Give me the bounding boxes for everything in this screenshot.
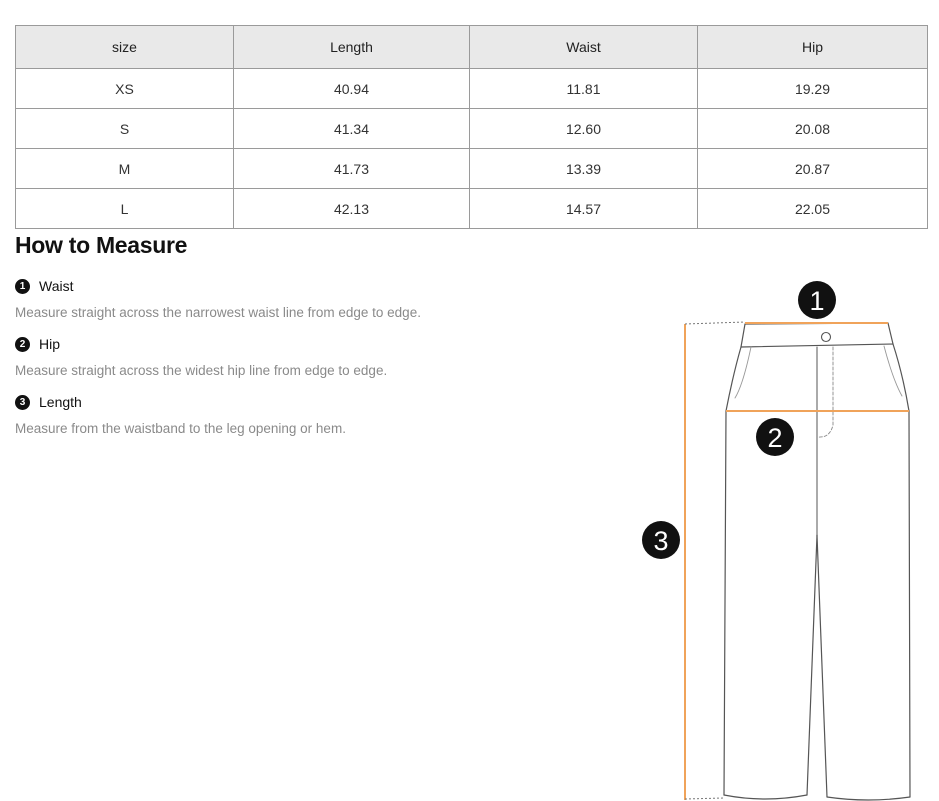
button-icon bbox=[822, 333, 831, 342]
cell-hip: 19.29 bbox=[698, 69, 928, 109]
header-length: Length bbox=[234, 26, 470, 69]
measure-item-waist bbox=[15, 276, 421, 320]
marker-2-icon bbox=[756, 418, 794, 456]
svg-text:2: 2 bbox=[767, 423, 783, 453]
cell-hip: 22.05 bbox=[698, 189, 928, 229]
number-three-icon: 3 bbox=[15, 395, 30, 410]
measure-label: Length bbox=[39, 394, 82, 410]
header-size: size bbox=[16, 26, 234, 69]
number-one-icon: 1 bbox=[15, 279, 30, 294]
measure-description: Measure straight across the narrowest waist line from edge to edge. bbox=[15, 305, 421, 320]
cell-length: 40.94 bbox=[234, 69, 470, 109]
size-chart-table bbox=[15, 25, 928, 229]
measure-description: Measure from the waistband to the leg opening or hem. bbox=[15, 421, 346, 436]
number-two-icon: 2 bbox=[15, 337, 30, 352]
marker-1-icon bbox=[798, 281, 836, 319]
pants-outline-icon bbox=[636, 280, 936, 801]
svg-text:3: 3 bbox=[653, 526, 669, 556]
cell-size: S bbox=[16, 109, 234, 149]
header-hip: Hip bbox=[698, 26, 928, 69]
cell-length: 41.34 bbox=[234, 109, 470, 149]
svg-text:1: 1 bbox=[809, 286, 825, 316]
header-waist: Waist bbox=[470, 26, 698, 69]
cell-size: L bbox=[16, 189, 234, 229]
table-row bbox=[16, 69, 928, 109]
table-row bbox=[16, 189, 928, 229]
cell-size: M bbox=[16, 149, 234, 189]
marker-3-icon bbox=[642, 521, 680, 559]
how-to-measure-title: How to Measure bbox=[15, 232, 188, 258]
measure-label: Waist bbox=[39, 278, 74, 294]
cell-waist: 13.39 bbox=[470, 149, 698, 189]
cell-length: 42.13 bbox=[234, 189, 470, 229]
cell-waist: 14.57 bbox=[470, 189, 698, 229]
table-header-row bbox=[16, 26, 928, 69]
measure-label: Hip bbox=[39, 336, 61, 352]
measure-description: Measure straight across the widest hip line from edge to edge. bbox=[15, 363, 388, 378]
cell-length: 41.73 bbox=[234, 149, 470, 189]
table-row bbox=[16, 149, 928, 189]
table-row bbox=[16, 109, 928, 149]
cell-waist: 11.81 bbox=[470, 69, 698, 109]
cell-hip: 20.87 bbox=[698, 149, 928, 189]
cell-size: XS bbox=[16, 69, 234, 109]
measure-item-length bbox=[15, 392, 346, 436]
cell-hip: 20.08 bbox=[698, 109, 928, 149]
cell-waist: 12.60 bbox=[470, 109, 698, 149]
measure-item-hip bbox=[15, 334, 387, 378]
